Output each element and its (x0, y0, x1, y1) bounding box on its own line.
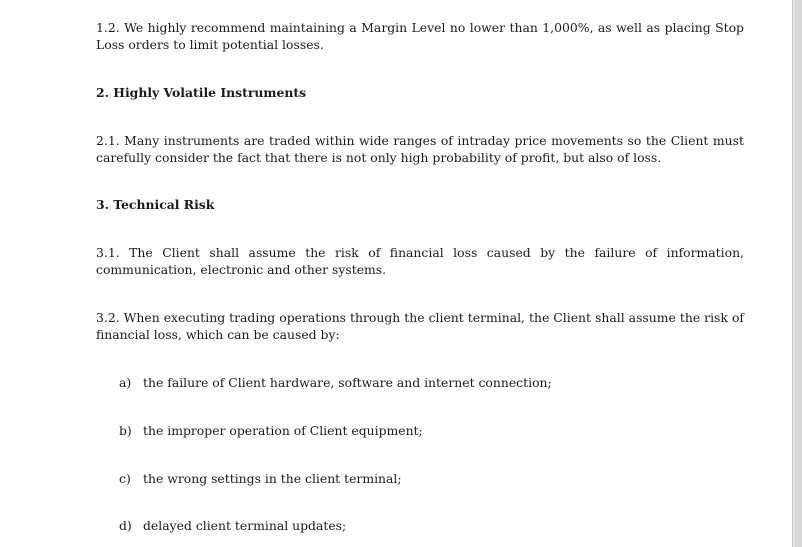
list-item-a (119, 374, 552, 391)
list-marker: c) (119, 471, 131, 486)
paragraph-3-2: 3.2. When executing trading operations through the client terminal, the Client shall assume the risk of financial loss, which can be caused by: (96, 310, 744, 342)
list-marker: d) (119, 518, 132, 533)
list-item-text: the improper operation of Client equipment; (143, 423, 423, 438)
paragraph-2-1: 2.1. Many instruments are traded within wide ranges of intraday price movements so the Client must carefully consider the fact that there is not only high probability of profit, but also of loss. (96, 133, 744, 165)
list-item-b (119, 422, 423, 439)
viewer-scroll-edge (792, 0, 802, 547)
heading-technical-risk: 3. Technical Risk (96, 197, 215, 212)
list-item-c (119, 470, 402, 487)
list-item-d (119, 517, 346, 534)
list-marker: a) (119, 375, 132, 390)
list-item-text: the wrong settings in the client terminal; (143, 471, 402, 486)
heading-highly-volatile-instruments: 2. Highly Volatile Instruments (96, 85, 307, 100)
list-item-text: delayed client terminal updates; (143, 518, 347, 533)
paragraph-1-2: 1.2. We highly recommend maintaining a Margin Level no lower than 1,000%, as well as placing Stop Loss orders to limit potential losses. (96, 20, 744, 52)
paragraph-3-1: 3.1. The Client shall assume the risk of financial loss caused by the failure of information, communication, electronic and other systems. (96, 245, 744, 277)
list-item-text: the failure of Client hardware, software and internet connection; (143, 375, 552, 390)
list-marker: b) (119, 423, 132, 438)
